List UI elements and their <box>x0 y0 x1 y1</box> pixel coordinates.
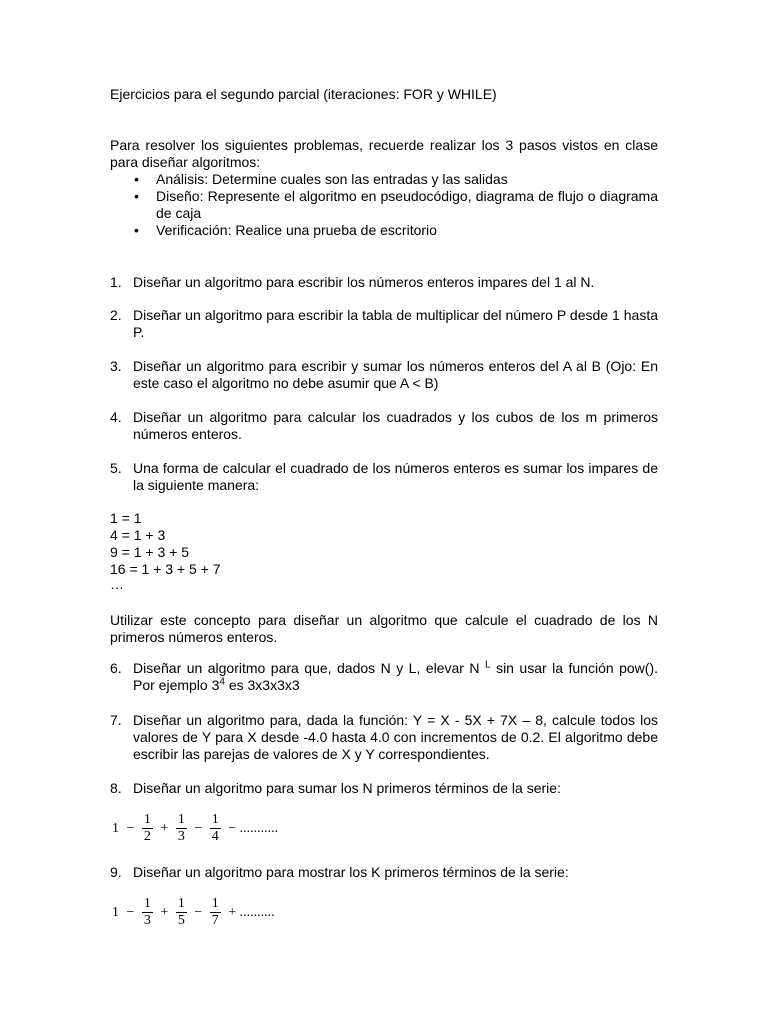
fraction: $\frac{1}{4}$ <box>211 812 219 844</box>
exercise-4: 4. Diseñar un algoritmo para calcular los cuadrados y los cubos de los m primeros números enteros. <box>110 409 658 442</box>
list-item: • Diseño: Represente el algoritmo en pseudocódigo, diagrama de flujo o diagrama de caja <box>134 188 658 221</box>
series-9-formula: 1 − $\frac{1}{3}$ + $\frac{1}{5}$ − $\frac{1}{7}$ + .......... <box>112 896 275 928</box>
bullet-icon: • <box>134 188 139 204</box>
equation-line: 4 = 1 + 3 <box>110 527 166 543</box>
equation-line: 1 = 1 <box>110 510 142 526</box>
bullet-icon: • <box>134 222 139 238</box>
fraction: $\frac{1}{3}$ <box>177 812 185 844</box>
fraction: $\frac{1}{7}$ <box>211 896 219 928</box>
exercise-6: 6. Diseñar un algoritmo para que, dados N y L, elevar N $^L$ sin usar la función pow(). Por ejemplo $3^4$ es 3x3x3x3 <box>110 659 659 693</box>
concept-paragraph: Utilizar este concepto para diseñar un algoritmo que calcule el cuadrado de los N primeros números enteros. <box>110 612 658 645</box>
steps-list <box>110 171 658 239</box>
document-title: Ejercicios para el segundo parcial (iteraciones: FOR y WHILE) <box>110 86 497 102</box>
exercise-5: 5. Una forma de calcular el cuadrado de los números enteros es sumar los impares de la siguiente manera: <box>110 460 658 493</box>
exercise-2: 2. Diseñar un algoritmo para escribir la tabla de multiplicar del número P desde 1 hasta P. <box>110 307 658 340</box>
bullet-icon: • <box>134 171 139 187</box>
fraction: $\frac{1}{5}$ <box>177 896 185 928</box>
exercise-9: 9. Diseñar un algoritmo para mostrar los K primeros términos de la serie: <box>110 864 569 880</box>
equation-line: 16 = 1 + 3 + 5 + 7 <box>110 561 221 577</box>
exercise-7: 7. Diseñar un algoritmo para, dada la función: Y = X - 5X + 7X – 8, calcule todos los valores de Y para X desde -4.0 hasta 4.0 con incrementos de 0.2. El algoritmo debe escribir las parejas de valores de X y Y correspondientes. <box>110 712 658 762</box>
exercise-8: 8. Diseñar un algoritmo para sumar los N primeros términos de la serie: <box>110 780 561 796</box>
equation-line: 9 = 1 + 3 + 5 <box>110 544 190 560</box>
exercise-3: 3. Diseñar un algoritmo para escribir y sumar los números enteros del A al B (Ojo: En este caso el algoritmo no debe asumir que A < B) <box>110 358 658 391</box>
list-item: • Análisis: Determine cuales son las entradas y las salidas <box>134 171 508 187</box>
fraction: $\frac{1}{2}$ <box>143 812 151 844</box>
exercise-1: 1. Diseñar un algoritmo para escribir los números enteros impares del 1 al N. <box>110 274 595 290</box>
intro-paragraph: Para resolver los siguientes problemas, recuerde realizar los 3 pasos vistos en clase para diseñar algoritmos: <box>110 137 658 170</box>
fraction: $\frac{1}{3}$ <box>143 896 151 928</box>
list-item: • Verificación: Realice una prueba de escritorio <box>134 222 437 238</box>
equation-line: … <box>110 576 124 592</box>
series-8-formula: 1 − $\frac{1}{2}$ + $\frac{1}{3}$ − $\frac{1}{4}$ − ........... <box>112 812 279 844</box>
